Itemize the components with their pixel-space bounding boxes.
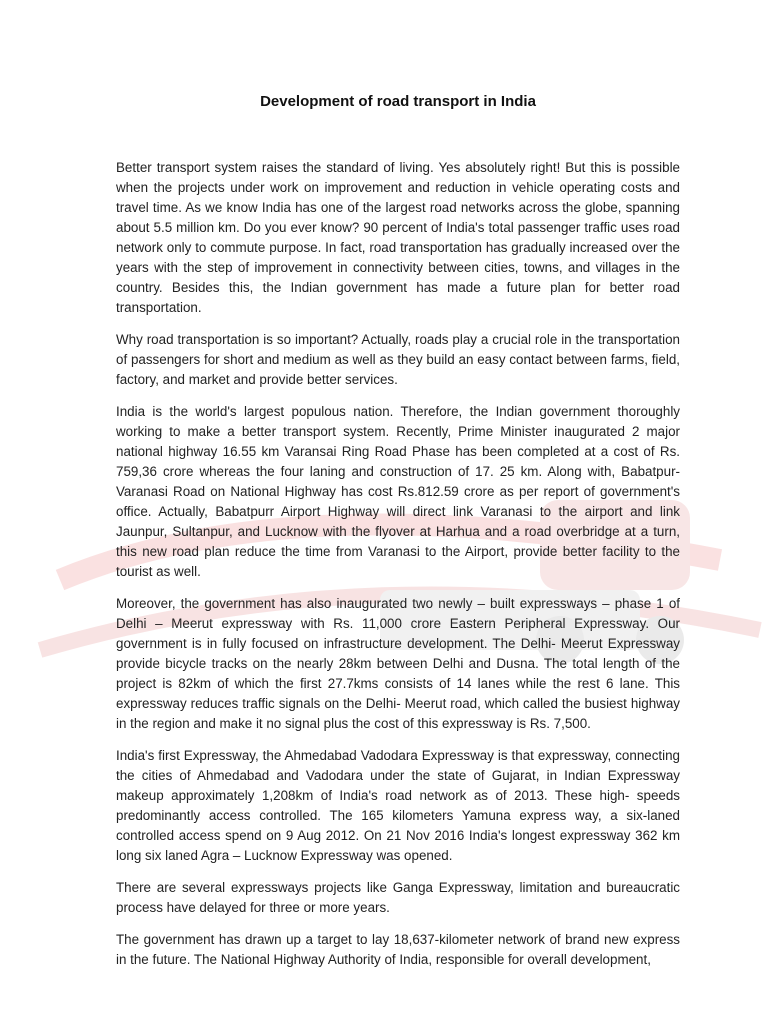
paragraph-7: The government has drawn up a target to lay 18,637-kilometer network of brand new express in the future. The National Highway Authority of India, responsible for overall development, [116, 932, 680, 967]
document-body [116, 92, 680, 982]
page-title: Development of road transport in India [260, 93, 536, 110]
paragraph-2: Why road transportation is so important? Actually, roads play a crucial role in the transportation of passengers for short and medium as well as they build an easy contact between farms, field, factory, and market and provide better services. [116, 332, 680, 387]
paragraph-6: There are several expressways projects like Ganga Expressway, limitation and bureaucratic process have delayed for three or more years. [116, 880, 680, 915]
paragraph-1: Better transport system raises the standard of living. Yes absolutely right! But this is possible when the projects under work on improvement and reduction in vehicle operating costs and travel time. As we know India has one of the largest road networks across the globe, spanning about 5.5 million km. Do you ever know? 90 percent of India's total passenger traffic uses road network only to commute purpose. In fact, road transportation has gradually increased over the years with the step of improvement in connectivity between cities, towns, and villages in the country. Besides this, the Indian government has made a future plan for better road transportation. [116, 160, 680, 315]
paragraph-4: Moreover, the government has also inaugurated two newly – built expressways – phase 1 of Delhi – Meerut expressway with Rs. 11,000 crore Eastern Peripheral Expressway. Our government is in fully focused on infrastructure development. The Delhi- Meerut Expressway provide bicycle tracks on the nearly 28km between Delhi and Dusna. The total length of the project is 82km of which the first 27.7kms consists of 14 lanes while the rest 6 lane. This expressway reduces traffic signals on the Delhi- Meerut road, which called the busiest highway in the region and make it no signal plus the cost of this expressway is Rs. 7,500. [116, 596, 680, 731]
paragraph-3: India is the world's largest populous nation. Therefore, the Indian government thoroughly working to make a better transport system. Recently, Prime Minister inaugurated 2 major national highway 16.55 km Varansai Ring Road Phase has been completed at a cost of Rs. 759,36 crore whereas the four laning and construction of 17. 25 km. Along with, Babatpur- Varanasi Road on National Highway has cost Rs.812.59 crore as per report of government's office. Actually, Babatpurr Airport Highway will direct link Varanasi to the airport and link Jaunpur, Sultanpur, and Lucknow with the flyover at Harhua and a road overbridge at a turn, this new road plan reduce the time from Varanasi to the Airport, provide better facility to the tourist as well. [116, 404, 680, 579]
paragraph-5: India's first Expressway, the Ahmedabad Vadodara Expressway is that expressway, connecting the cities of Ahmedabad and Vadodara under the state of Gujarat, in Indian Expressway makeup approximately 1,208km of India's road network as of 2013. These high- speeds predominantly access controlled. The 165 kilometers Yamuna express way, a six-laned controlled access spend on 9 Aug 2012. On 21 Nov 2016 India's longest expressway 362 km long six laned Agra – Lucknow Expressway was opened. [116, 748, 680, 863]
